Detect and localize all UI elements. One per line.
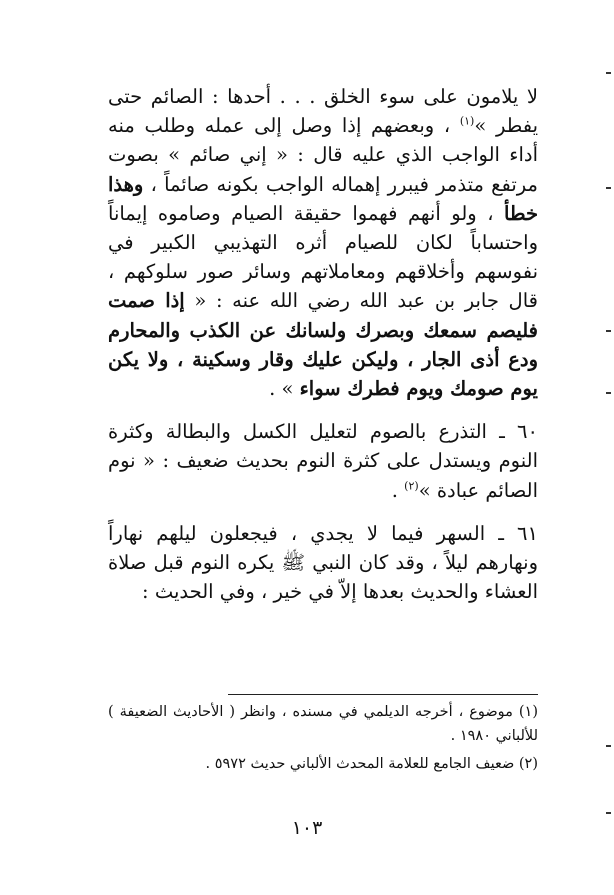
main-text <box>108 82 538 606</box>
footnote-divider <box>228 694 538 695</box>
margin-mark <box>606 187 611 189</box>
paragraph-1 <box>108 82 538 403</box>
paragraph-text: ٦٠ ـ التذرع بالصوم لتعليل الكسل والبطالة وكثرة النوم ويستدل على كثرة النوم بحديث ضعيف : « نوم الصائم عبادة » <box>108 420 538 502</box>
paragraph-text: ، ولو أنهم فهموا حقيقة الصيام وصاموه إيماناً واحتساباً لكان للصيام أثره التهذيبي الكبير في نفوسهم وأخلاقهم ومعاملاتهم وسائر صور سلوكهم ، قال جابر بن عبد الله رضي الله عنه : « <box>108 201 538 313</box>
footnote-ref-1: (١) <box>459 114 475 128</box>
footnote-1: (١) موضوع ، أخرجه الديلمي في مسنده ، وانظر ( الأحاديث الضعيفة ) للألباني ١٩٨٠ . <box>108 704 538 744</box>
paragraph-text: لا يلامون على سوء الخلق . . . أحدها : الصائم حتى يفطر » <box>108 85 538 138</box>
bold-text: وهذا خطأ <box>108 172 538 225</box>
paragraph-text: ٦١ ـ السهر فيما لا يجدي ، فيجعلون ليلهم نهاراً ونهارهم ليلاً ، وقد كان النبي ﷺ يكره النوم قبل صلاة العشاء والحديث بعدها إلاّ في خير ، وفي الحديث : <box>108 521 538 604</box>
paragraph-3 <box>108 519 538 607</box>
paragraph-text: ، وبعضهم إذا وصل إلى عمله وطلب منه أداء الواجب الذي عليه قال : « إني صائم » بصوت مرتفع متذمر فيبرر إهماله الواجب بكونه صائماً ، <box>108 114 538 196</box>
footnote-2: (٢) ضعيف الجامع للعلامة المحدث الألباني حديث ٥٩٧٢ . <box>205 756 538 772</box>
footnotes <box>108 700 538 780</box>
paragraph-text: . <box>391 478 405 502</box>
margin-mark <box>606 392 611 394</box>
quote-bold-text: إذا صمت فليصم سمعك وبصرك ولسانك عن الكذب والمحارم ودع أذى الجار ، وليكن عليك وقار وسكينة ، ولا يكن يوم صومك ويوم فطرك سواء <box>108 289 538 401</box>
margin-mark <box>606 330 611 332</box>
margin-mark <box>606 812 611 814</box>
footnote-ref-2: (٢) <box>404 479 419 493</box>
page-number: ١٠٣ <box>291 817 323 839</box>
paragraph-text: » . <box>269 377 300 401</box>
paragraph-2 <box>108 417 538 505</box>
margin-mark <box>606 745 611 747</box>
margin-mark <box>606 72 611 74</box>
